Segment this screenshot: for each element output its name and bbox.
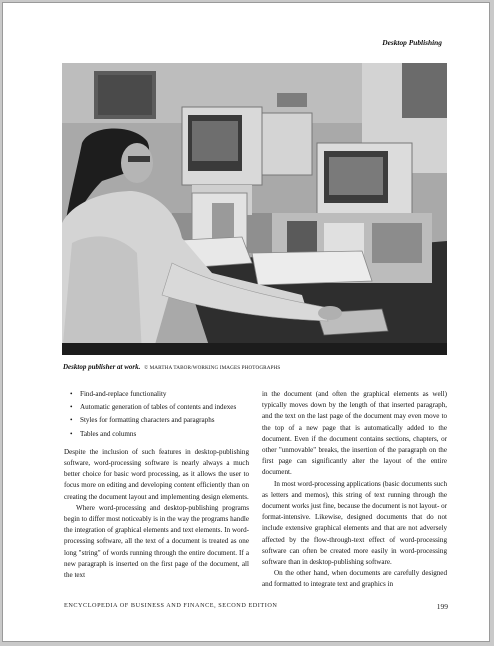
caption-title: Desktop publisher at work. bbox=[63, 363, 141, 371]
publication-title: ENCYCLOPEDIA OF BUSINESS AND FINANCE, SECOND EDITION bbox=[64, 602, 278, 609]
body-paragraph: On the other hand, when documents are carefully designed and formatted to integrate text and graphics in bbox=[262, 569, 447, 589]
bullet-text: Automatic generation of tables of contents and indexes bbox=[80, 403, 237, 412]
body-paragraph: Despite the inclusion of such features in desktop-publishing software, word-processing software is nearly always a much better choice for basic word processing, as it allows the user to focus more on editing and developing content efficiently than on creating the document layout and implementing design elements. bbox=[64, 447, 249, 501]
bullet-text: Styles for formatting characters and paragraphs bbox=[80, 416, 215, 425]
bullet-text: Find-and-replace functionality bbox=[80, 390, 167, 398]
left-column bbox=[64, 389, 249, 581]
list-item bbox=[64, 389, 249, 400]
list-item bbox=[64, 402, 249, 413]
body-paragraph: in the document (and often the graphical elements as well) typically moves down by the length of that inserted paragraph, and the text on the last page of the document may even move to the top of a new page that is automatically added to the document. Even if the document contains sections, chapters, or other "unmovable" breaks, the insertion of the paragraph on the first page can significantly alter the layout of the entire document. bbox=[262, 390, 447, 477]
bullet-text: Tables and columns bbox=[80, 429, 137, 438]
body-paragraph: In most word-processing applications (basic documents such as letters and memos), this string of text running through the document works just fine, because the document is not layout- or format-intensive. Likewise, designed documents that do not include extensive graphical elements and that are not adversely affected by the flow-through-text effect of word-processing software can often be created more easily in word-processing software than in desktop-publishing software. bbox=[262, 479, 447, 567]
office-worker-photo bbox=[62, 63, 447, 355]
running-head: Desktop Publishing bbox=[382, 38, 442, 47]
document-page bbox=[2, 2, 490, 642]
right-column bbox=[262, 389, 447, 591]
photo-illustration bbox=[62, 63, 447, 355]
bullet-icon: • bbox=[70, 390, 73, 398]
page-number: 199 bbox=[436, 602, 448, 611]
list-item bbox=[64, 429, 249, 440]
bullet-icon: • bbox=[70, 416, 73, 425]
list-item bbox=[64, 415, 249, 426]
page-footer bbox=[64, 602, 448, 609]
bullet-icon: • bbox=[70, 403, 73, 412]
feature-bullet-list bbox=[64, 389, 249, 440]
photo-caption bbox=[63, 363, 447, 371]
caption-credit: © MARTHA TABOR/WORKING IMAGES PHOTOGRAPHS bbox=[144, 365, 281, 371]
body-paragraph: Where word-processing and desktop-publishing programs begin to differ most noticeably is in the way the programs handle the integration of graphical elements and text elements. In word-processing software, all the text of a document is treated as one long "string" of words running through the entire document. If a new paragraph is inserted on the first page of the document, all the text bbox=[64, 503, 249, 580]
bullet-icon: • bbox=[70, 429, 73, 438]
